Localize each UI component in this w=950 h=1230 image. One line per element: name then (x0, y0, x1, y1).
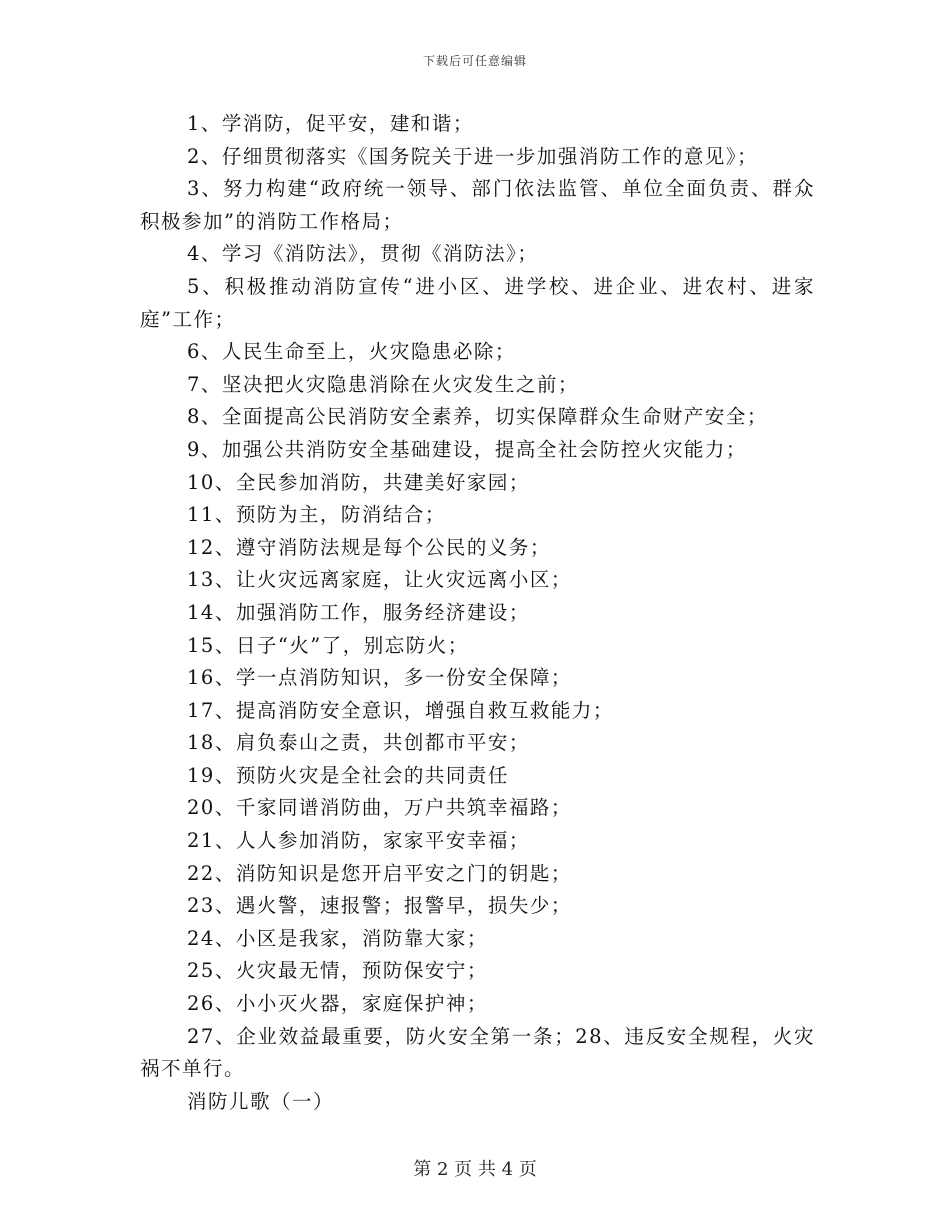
paragraph: 16、学一点消防知识，多一份安全保障； (187, 666, 572, 690)
paragraph: 24、小区是我家，消防靠大家； (187, 926, 488, 950)
paragraph: 9、加强公共消防安全基础建设，提高全社会防控火灾能力； (187, 437, 747, 461)
paragraph: 23、遇火警，速报警；报警早，损失少； (187, 894, 572, 918)
paragraph: 7、坚决把火灾隐患消除在火灾发生之前； (187, 372, 579, 396)
page-header: 下载后可任意编辑 (422, 54, 527, 68)
paragraph: 5、积极推动消防宣传“进小区、进学校、进企业、进农村、进家庭”工作； (140, 274, 815, 331)
paragraph: 26、小小灭火器，家庭保护神； (187, 992, 488, 1016)
page-number: 第 2 页 共 4 页 (413, 1159, 537, 1180)
paragraph: 12、遵守消防法规是每个公民的义务； (187, 535, 551, 559)
paragraph: 20、千家同谱消防曲，万户共筑幸福路； (187, 796, 572, 820)
paragraph: 1、学消防，促平安，建和谐； (187, 112, 474, 135)
page-footer (0, 1155, 950, 1181)
paragraph: 6、人民生命至上，火灾隐患必除； (187, 340, 516, 364)
paragraph: 10、全民参加消防，共建美好家园； (187, 470, 530, 494)
paragraph: 13、让火灾远离家庭，让火灾远离小区； (187, 568, 572, 592)
paragraph: 4、学习《消防法》，贯彻《消防法》； (187, 242, 539, 266)
paragraph: 22、消防知识是您开启平安之门的钥匙； (187, 861, 572, 885)
paragraph: 8、全面提高公民消防安全素养，切实保障群众生命财产安全； (187, 405, 768, 429)
paragraph: 27、企业效益最重要，防火安全第一条；28、违反安全规程，火灾祸不单行。 (140, 1024, 815, 1081)
paragraph: 19、预防火灾是全社会的共同责任 (187, 763, 509, 787)
paragraph: 11、预防为主，防消结合； (187, 503, 446, 527)
paragraph: 3、努力构建“政府统一领导、部门依法监管、单位全面负责、群众积极参加”的消防工作格局； (140, 177, 815, 233)
paragraph: 2、仔细贯彻落实《国务院关于进一步加强消防工作的意见》； (187, 144, 759, 168)
paragraph: 25、火灾最无情，预防保安宁； (187, 959, 488, 983)
paragraph: 21、人人参加消防，家家平安幸福； (187, 829, 530, 853)
paragraph: 14、加强消防工作，服务经济建设； (187, 600, 530, 624)
section-heading: 消防儿歌（一） (187, 1089, 335, 1113)
paragraph: 17、提高消防安全意识，增强自救互救能力； (187, 698, 614, 722)
paragraph: 18、肩负泰山之责，共创都市平安； (187, 731, 530, 755)
paragraph: 15、日子“火”了，别忘防火； (187, 633, 469, 657)
document-body (140, 108, 815, 1118)
